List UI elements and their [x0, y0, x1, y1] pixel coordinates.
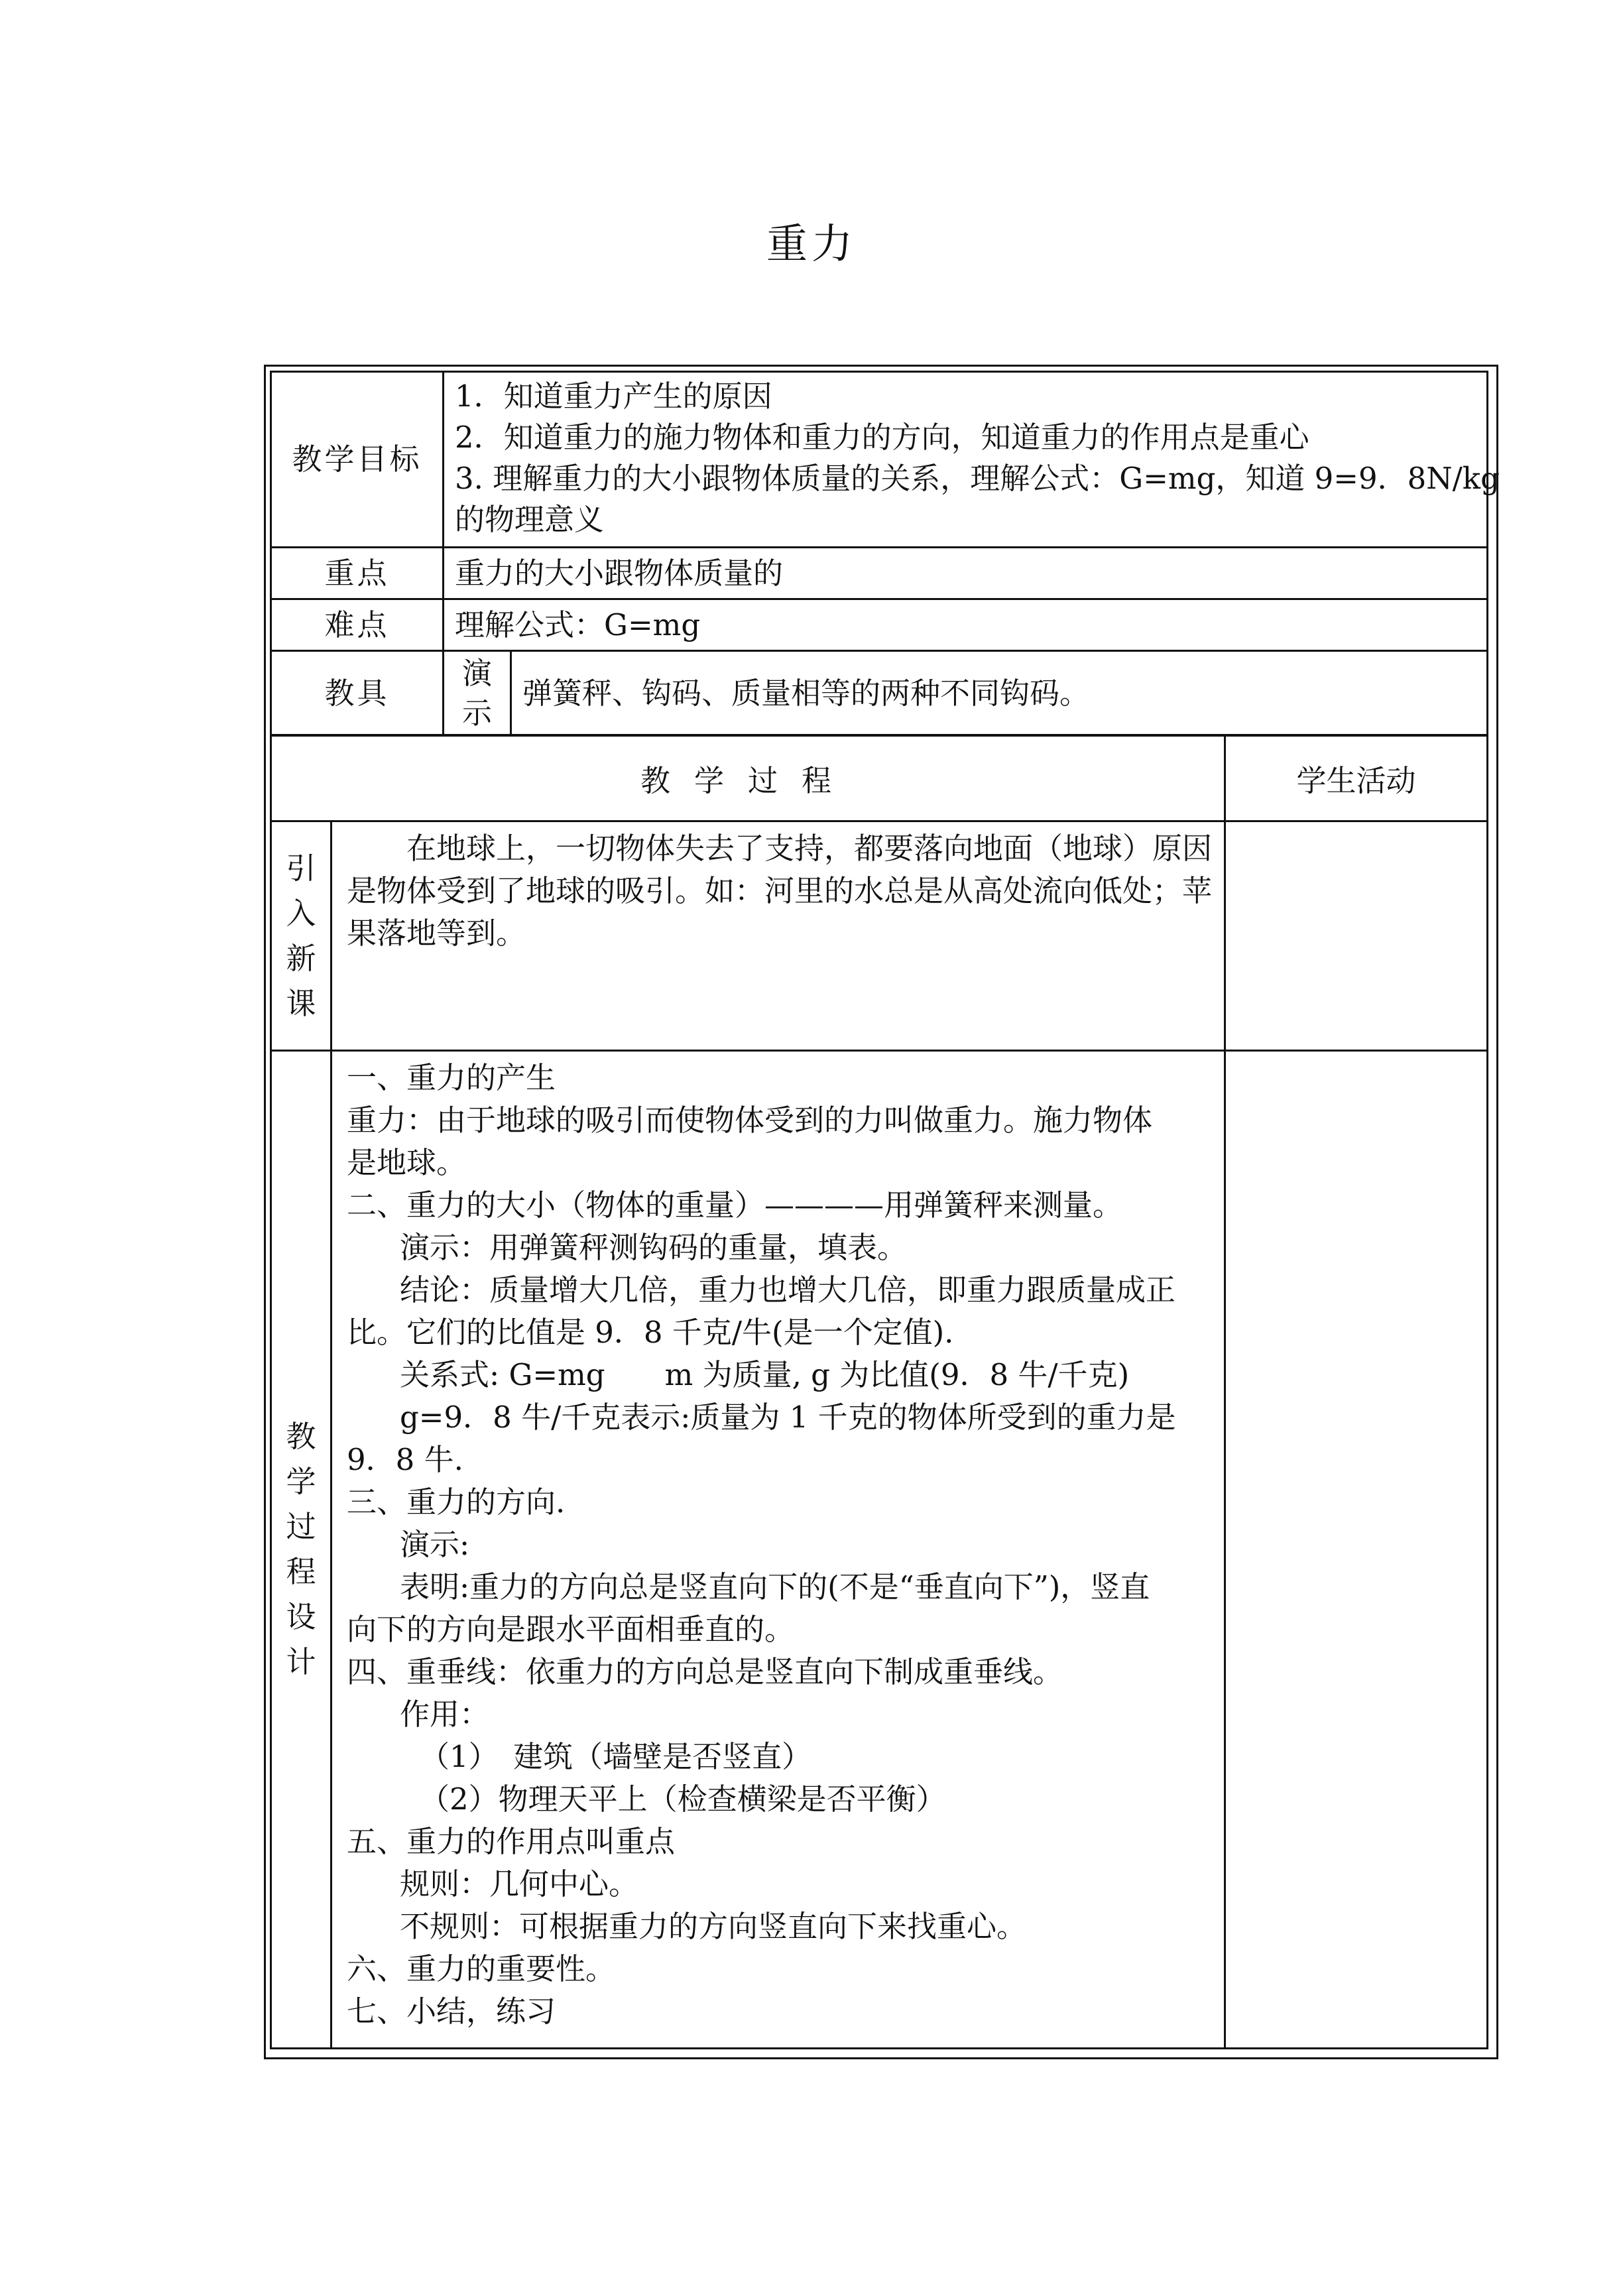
tools-sub-label: 演 示	[444, 651, 511, 736]
design-line: 向下的方向是跟水平面相垂直的。	[347, 1612, 795, 1647]
intro-label: 引 入 新 课	[271, 821, 331, 1051]
process-header-left: 教学过程	[271, 735, 1225, 821]
key-point-row	[271, 548, 1488, 599]
objective-item: 2．知道重力的施力物体和重力的方向，知道重力的作用点是重心	[455, 420, 1309, 455]
design-content	[331, 1051, 1225, 2049]
objectives-content	[444, 372, 1500, 548]
design-line: 9．8 牛.	[347, 1442, 463, 1477]
intro-row	[271, 821, 1488, 1051]
design-line: 七、小结，练习	[347, 1994, 556, 2029]
design-line: 一、重力的产生	[347, 1060, 556, 1095]
objective-item: 的物理意义	[455, 502, 605, 537]
design-line: （2）物理天平上（检查横梁是否平衡）	[420, 1782, 946, 1817]
design-line: 二、重力的大小（物体的重量）————用弹簧秤来测量。	[347, 1187, 1123, 1223]
design-line: 不规则：可根据重力的方向竖直向下来找重心。	[400, 1909, 1027, 1944]
design-line: 规则：几何中心。	[400, 1866, 639, 1902]
process-header-row	[271, 735, 1488, 821]
tools-row	[271, 651, 1488, 736]
intro-text-cell	[331, 821, 1225, 1051]
design-line: 比。它们的比值是 9．8 千克/牛(是一个定值).	[347, 1315, 954, 1350]
design-line: 关系式: G=mg m 为质量, g 为比值(9．8 牛/千克)	[400, 1357, 1130, 1392]
tools-value: 弹簧秤、钩码、质量相等的两种不同钩码。	[511, 651, 1488, 736]
intro-student-activity	[1225, 821, 1488, 1051]
design-line: 三、重力的方向.	[347, 1484, 566, 1520]
objective-item: 1．知道重力产生的原因	[455, 379, 772, 414]
design-line: 四、重垂线：依重力的方向总是竖直向下制成重垂线。	[347, 1654, 1063, 1689]
design-line: 结论：质量增大几倍，重力也增大几倍，即重力跟质量成正	[400, 1272, 1176, 1307]
key-point-value: 重力的大小跟物体质量的	[444, 548, 1488, 599]
design-label: 教 学 过 程 设 计	[271, 1051, 331, 2049]
design-line: 重力：由于地球的吸引而使物体受到的力叫做重力。施力物体	[347, 1103, 1153, 1138]
design-row	[271, 1051, 1488, 2049]
design-line: g=9．8 牛/千克表示:质量为 1 千克的物体所受到的重力是	[400, 1400, 1176, 1435]
intro-text: 在地球上，一切物体失去了支持，都要落向地面（地球）原因是物体受到了地球的吸引。如：河里的水总是从高处流向低处；苹果落地等到。	[347, 831, 1213, 951]
key-point-label: 重点	[271, 548, 444, 599]
design-line: 六、重力的重要性。	[347, 1951, 616, 1986]
objective-item: 3. 理解重力的大小跟物体质量的关系，理解公式：G=mg，知道 9=9．8N/kg	[455, 461, 1500, 496]
difficulty-label: 难点	[271, 599, 444, 651]
design-line: 五、重力的作用点叫重点	[347, 1824, 676, 1859]
design-line: （1） 建筑（墙壁是否竖直）	[420, 1739, 812, 1774]
overview-table	[270, 371, 1500, 737]
design-line: 是地球。	[347, 1145, 467, 1180]
process-table	[270, 734, 1488, 2049]
objectives-label: 教学目标	[271, 372, 444, 548]
tools-label: 教具	[271, 651, 444, 736]
design-student-activity	[1225, 1051, 1488, 2049]
design-line: 演示：用弹簧秤测钩码的重量，填表。	[400, 1230, 908, 1265]
design-line: 表明:重力的方向总是竖直向下的(不是“垂直向下”)，竖直	[400, 1569, 1150, 1604]
difficulty-row	[271, 599, 1488, 651]
difficulty-value: 理解公式：G=mg	[444, 599, 1488, 651]
objectives-row	[271, 372, 1488, 548]
design-line: 演示:	[400, 1527, 470, 1562]
page-title: 重力	[766, 219, 857, 268]
process-header-right: 学生活动	[1225, 735, 1488, 821]
design-line: 作用：	[400, 1697, 490, 1732]
